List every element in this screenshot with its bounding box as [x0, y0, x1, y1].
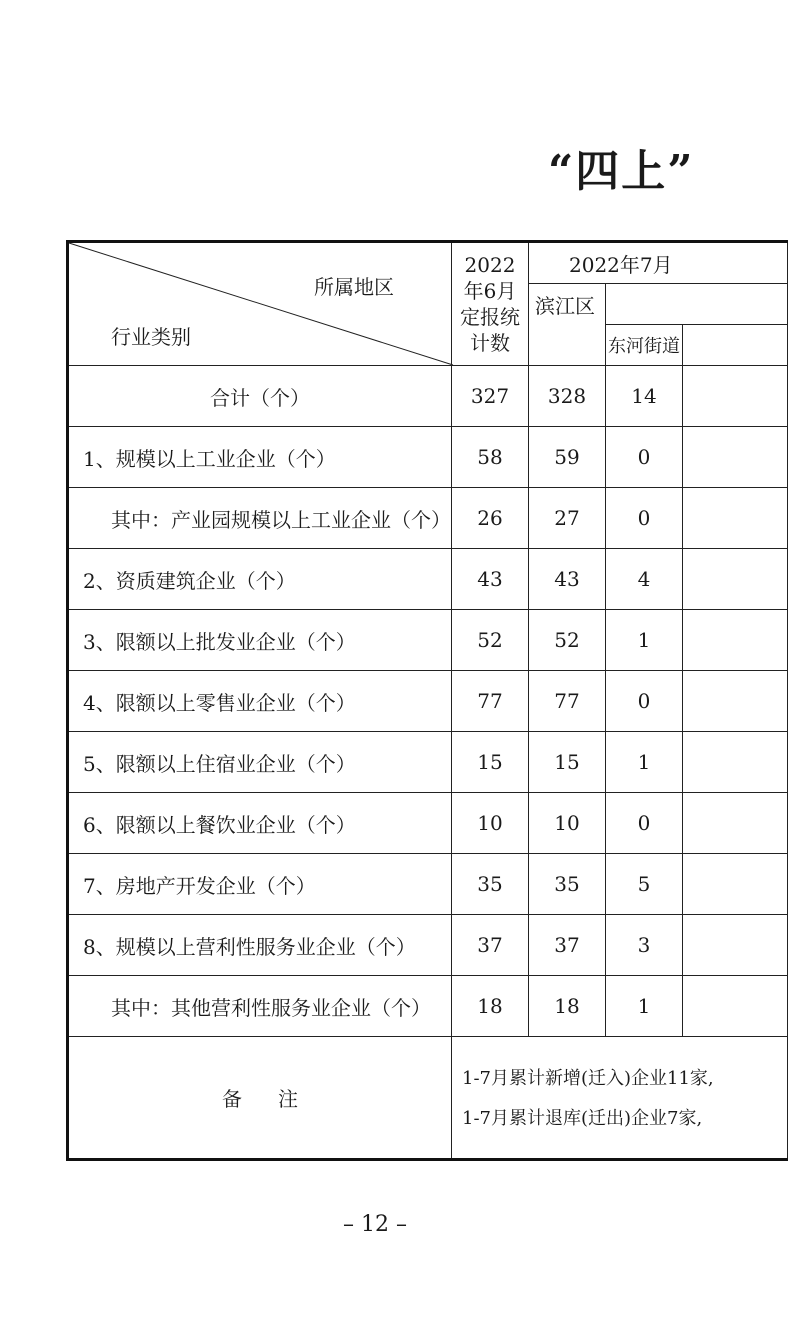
donghe-value: 1 [606, 610, 683, 671]
row-label: 4、限额以上零售业企业（个） [68, 671, 452, 732]
next-value [683, 549, 788, 610]
binjiang-value: 37 [529, 915, 606, 976]
row-label: 3、限额以上批发业企业（个） [68, 610, 452, 671]
header-corner-cell [68, 242, 452, 366]
row-label: 8、规模以上营利性服务业企业（个） [68, 915, 452, 976]
donghe-value: 0 [606, 427, 683, 488]
table-row [68, 488, 788, 549]
next-value [683, 793, 788, 854]
donghe-value: 0 [606, 488, 683, 549]
industry-header-label: 行业类别 [111, 325, 191, 349]
next-value [683, 732, 788, 793]
row-label: 7、房地产开发企业（个） [68, 854, 452, 915]
binjiang-value: 59 [529, 427, 606, 488]
region-header-label: 所属地区 [314, 275, 394, 299]
row-label: 其中：产业园规模以上工业企业（个） [68, 488, 452, 549]
donghe-column-header: 东河街道 [606, 325, 683, 366]
table-row [68, 976, 788, 1037]
donghe-value: 3 [606, 915, 683, 976]
note-label: 备注 [68, 1037, 452, 1160]
june-value: 52 [452, 610, 529, 671]
binjiang-value: 328 [529, 366, 606, 427]
next-value [683, 854, 788, 915]
june-value: 43 [452, 549, 529, 610]
stats-table [66, 240, 788, 1161]
stats-table-container [66, 240, 714, 1166]
row-label: 6、限额以上餐饮业企业（个） [68, 793, 452, 854]
next-value [683, 427, 788, 488]
june-value: 327 [452, 366, 529, 427]
note-text [452, 1037, 788, 1160]
row-label: 5、限额以上住宿业企业（个） [68, 732, 452, 793]
binjiang-column-header: 滨江区 [529, 284, 606, 366]
table-row [68, 732, 788, 793]
header-spacer [606, 284, 788, 325]
table-row [68, 793, 788, 854]
june-column-header [452, 242, 529, 366]
binjiang-value: 10 [529, 793, 606, 854]
donghe-value: 5 [606, 854, 683, 915]
june-value: 77 [452, 671, 529, 732]
june-value: 58 [452, 427, 529, 488]
donghe-value: 0 [606, 793, 683, 854]
next-value [683, 915, 788, 976]
donghe-value: 14 [606, 366, 683, 427]
donghe-value: 0 [606, 671, 683, 732]
july-column-header: 2022年7月 [529, 242, 788, 284]
row-label: 1、规模以上工业企业（个） [68, 427, 452, 488]
june-value: 15 [452, 732, 529, 793]
next-value [683, 488, 788, 549]
header-next-column [683, 325, 788, 366]
binjiang-value: 43 [529, 549, 606, 610]
note-line-2: 1-7月累计退库(迁出)企业7家, [462, 1108, 703, 1129]
binjiang-value: 52 [529, 610, 606, 671]
note-row [68, 1037, 788, 1160]
june-value: 18 [452, 976, 529, 1037]
next-value [683, 366, 788, 427]
june-value: 37 [452, 915, 529, 976]
binjiang-value: 27 [529, 488, 606, 549]
table-row [68, 549, 788, 610]
binjiang-value: 77 [529, 671, 606, 732]
june-value: 10 [452, 793, 529, 854]
table-row [68, 854, 788, 915]
next-value [683, 671, 788, 732]
donghe-value: 1 [606, 976, 683, 1037]
page-number: – 12 – [343, 1212, 407, 1237]
next-value [683, 976, 788, 1037]
table-row [68, 915, 788, 976]
donghe-value: 1 [606, 732, 683, 793]
table-row [68, 671, 788, 732]
table-row [68, 610, 788, 671]
binjiang-value: 35 [529, 854, 606, 915]
note-line-1: 1-7月累计新增(迁入)企业11家, [462, 1068, 714, 1089]
table-row [68, 366, 788, 427]
june-value: 35 [452, 854, 529, 915]
binjiang-value: 15 [529, 732, 606, 793]
june-value: 26 [452, 488, 529, 549]
table-row [68, 427, 788, 488]
row-label: 2、资质建筑企业（个） [68, 549, 452, 610]
page-title: “四上” [548, 146, 695, 197]
binjiang-value: 18 [529, 976, 606, 1037]
next-value [683, 610, 788, 671]
row-label: 合计（个） [68, 366, 452, 427]
june-column-header-text: 2022年6月定报统计数 [460, 253, 520, 355]
row-label: 其中：其他营利性服务业企业（个） [68, 976, 452, 1037]
donghe-value: 4 [606, 549, 683, 610]
